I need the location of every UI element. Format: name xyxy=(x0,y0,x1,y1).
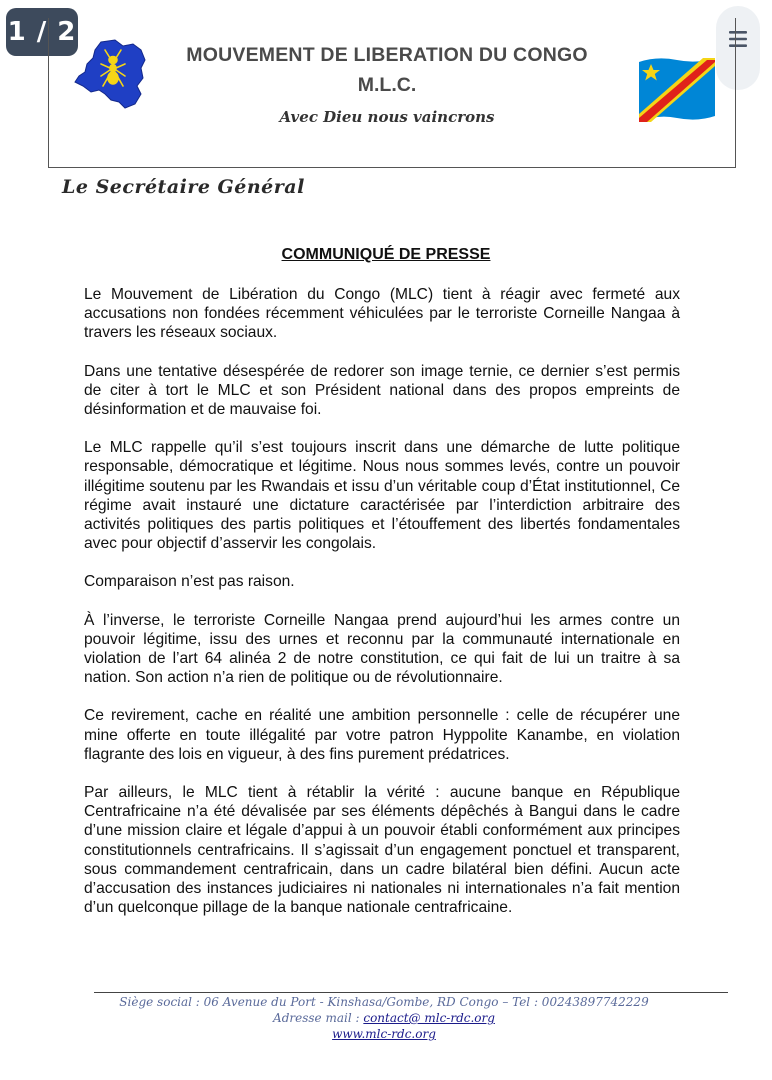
paragraph: Le MLC rappelle qu’il s’est toujours inscrit dans une démarche de lutte politique responsable, démocratique et légitime. Nous nous sommes levés, contre un pouvoir illégitime soutenu par les Rwandais et issu d’un véritable coup d’État institutionnel, Ce régime avait instauré une dictature caractérisée par l’interdiction arbitraire des activités politiques des partis politiques et l’étouffement des libertés fondamentales avec pour objectif d’asservir les congolais. xyxy=(84,439,680,553)
drc-flag-icon xyxy=(637,56,717,124)
paragraph: Le Mouvement de Libération du Congo (MLC) tient à réagir avec fermeté aux accusations non fondées récemment véhiculées par le terroriste Corneille Nangaa à travers les réseaux sociaux. xyxy=(84,286,680,342)
organization-abbreviation: M.L.C. xyxy=(357,74,417,96)
letterhead xyxy=(48,18,736,168)
paragraph: Comparaison n’est pas raison. xyxy=(84,573,295,591)
footer-divider xyxy=(94,992,728,993)
paragraph: Ce revirement, cache en réalité une ambition personnelle : celle de récupérer une mine offerte en toute illégalité par votre patron Hyppolite Kanambe, en violation flagrante des lois en vigueur, à des fins purement prédatrices. xyxy=(84,707,680,763)
organization-name: MOUVEMENT DE LIBERATION DU CONGO xyxy=(186,44,588,66)
paragraph: À l’inverse, le terroriste Corneille Nangaa prend aujourd’hui les armes contre un pouvoir légitime, issu des urnes et reconnu par la communauté internationale en violation de l’art 64 alinéa 2 de notre constitution, ce qui fait de lui un traitre à sa nation. Son action n’a rien de politique ou de révolutionnaire. xyxy=(84,611,680,687)
footer-mail-label: Adresse mail : xyxy=(273,1011,364,1025)
paragraph: Par ailleurs, le MLC tient à rétablir la vérité : aucune banque en République Centrafricaine n’a été dévalisée par ses éléments dépêchés à Bangui dans le cadre d’une mission claire et légale d’appui à un pouvoir établi conformément aux principes constitutionnels centrafricains. Il s’agissait d’un engagement ponctuel et transparent, sous commandement centrafricain, dans un cadre bilatéral bien défini. Aucun acte d’accusation des instances judiciaires ni nationales ni internationales n’a fait mention d’un quelconque pillage de la banque nationale centrafricaine. xyxy=(84,784,680,917)
document-body xyxy=(84,285,680,936)
footer-email-link[interactable]: contact@ mlc-rdc.org xyxy=(363,1011,495,1025)
footer xyxy=(94,994,674,1042)
document-title: COMMUNIQUÉ DE PRESSE xyxy=(281,246,491,263)
footer-website-link[interactable]: www.mlc-rdc.org xyxy=(332,1027,436,1041)
page-counter: 1 / 2 xyxy=(6,8,78,56)
footer-mail-line xyxy=(94,1010,674,1026)
motto: Avec Dieu nous vaincrons xyxy=(279,108,495,126)
paragraph: Dans une tentative désespérée de redorer son image ternie, ce dernier s’est permis de citer à tort le MLC et son Président national dans des propos empreints de désinformation et de mauvaise foi. xyxy=(84,362,680,419)
footer-address: Siège social : 06 Avenue du Port - Kinshasa/Gombe, RD Congo – Tel : 00243897742229 xyxy=(119,995,649,1009)
signatory-title: Le Secrétaire Général xyxy=(62,176,305,198)
